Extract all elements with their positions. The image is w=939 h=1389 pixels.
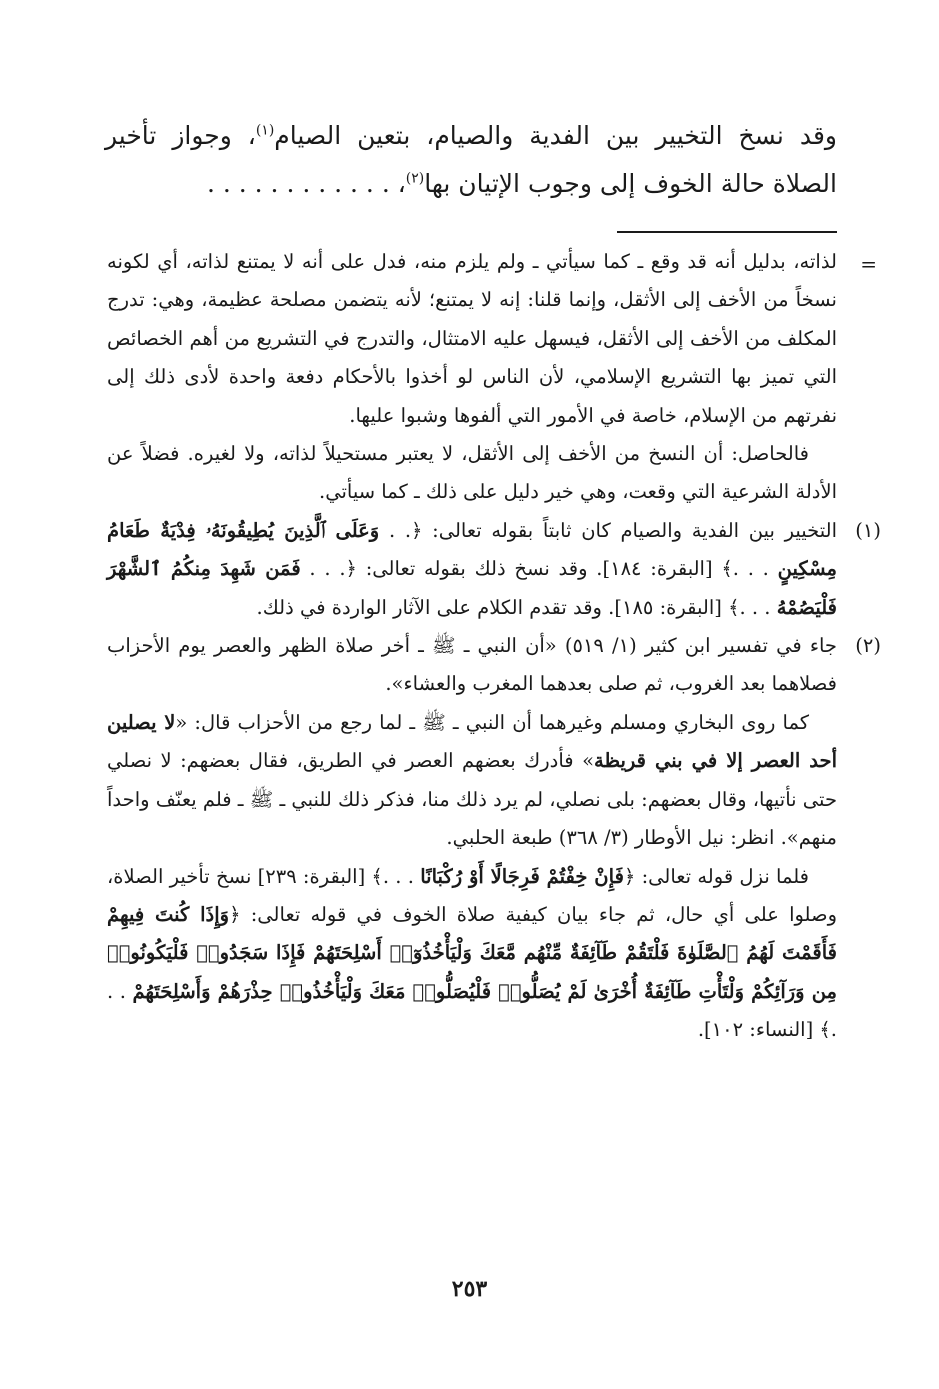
ellipsis-dots: . . . . . . . . . . . . xyxy=(206,169,390,198)
footnote-2-text-b: » فأدرك بعضهم العصر في الطريق، فقال بعضهم: لا نصلي حتى نأتيها، وقال بعضهم: بلى نصلي، لم يرد ذلك منا، فذكر ذلك للنبي ـ ﷺ ـ فلم يعنّف واحداً منهم». انظر: نيل الأوطار (٣/ ٣٦٨) طبعة الحلبي. xyxy=(107,749,837,850)
footnote-continuation-paragraph-1: لذاته، بدليل أنه قد وقع ـ كما سيأتي ـ ولم يلزم منه، فدل على أنه لا يمتنع لذاته، أي لكونه نسخاً من الأخف إلى الأثقل، وإنما قلنا: إنه لا يمتنع؛ لأنه يتضمن مصلحة عظيمة، وهي: تدرج المكلف من الأخف إلى الأثقل، فيسهل عليه الامتثال، والتدرج في التشريع من أهم الخصائص التي تميز بها التشريع الإسلامي، لأن الناس لو أخذوا بالأحكام دفعة واحدة لأدى ذلك إلى نفرتهم من الإسلام، خاصة في الأمور التي ألفوها وشبوا عليها. xyxy=(107,250,837,427)
footnote-2-text-e: . . .﴾ [النساء: ١٠٢]. xyxy=(107,979,837,1042)
continuation-mark: = xyxy=(860,252,877,276)
footnote-2-text-a: كما روى البخاري ومسلم وغيرهما أن النبي ـ ﷺ ـ لما رجع من الأحزاب قال: « xyxy=(175,710,809,734)
quran-verse-nisa-102: وَإِذَا كُنتَ فِيهِمْ فَأَقَمْتَ لَهُمُ ٱلصَّلَوٰةَ فَلْتَقُمْ طَآئِفَةٌ مِّنْهُم مَّعَكَ وَلْيَأْخُذُوٓا۟ أَسْلِحَتَهُمْ فَإِذَا سَجَدُوا۟ فَلْيَكُونُوا۟ مِن وَرَآئِكُمْ وَلْتَأْتِ طَآئِفَةٌ أُخْرَىٰ لَمْ يُصَلُّوا۟ فَلْيُصَلُّوا۟ مَعَكَ وَلْيَأْخُذُوا۟ حِذْرَهُمْ وَأَسْلِحَتَهُمْ xyxy=(107,902,837,1003)
main-text xyxy=(105,112,837,208)
footnote-ref-1: (١) xyxy=(255,122,275,139)
main-text-part-2: ، وجواز تأخير الصلاة حالة الخوف إلى وجوب الإتيان بها xyxy=(105,121,837,198)
quran-verse-baqarah-184: وَعَلَى ٱلَّذِينَ يُطِيقُونَهُۥ فِدْيَةٌ طَعَامُ مِسْكِينٍ xyxy=(107,518,837,581)
footnote-2-paragraph-2 xyxy=(107,704,837,858)
quran-verse-baqarah-185: فَمَن شَهِدَ مِنكُمُ ٱلشَّهْرَ فَلْيَصُمْهُ xyxy=(107,557,837,619)
footnote-1-number: (١) xyxy=(855,518,881,542)
footnote-2-paragraph-3 xyxy=(107,858,837,1050)
footnote-2-number: (٢) xyxy=(855,634,881,658)
footnote-1 xyxy=(107,512,881,627)
main-paragraph xyxy=(105,112,837,208)
hadith-quote: لا يصلين أحد العصر إلا في بني قريظة xyxy=(107,710,837,773)
footnote-1-text-b: . . .﴾ [البقرة: ١٨٤]. وقد نسخ ذلك بقوله تعالى: ﴿. . . xyxy=(309,557,769,581)
footnote-1-text-a: التخيير بين الفدية والصيام كان ثابتاً بقوله تعالى: ﴿. . xyxy=(388,518,837,542)
footnote-1-text-c: . . .﴾ [البقرة: ١٨٥]. وقد تقدم الكلام على الآثار الواردة في ذلك. xyxy=(256,595,771,619)
footnote-2 xyxy=(107,627,881,704)
footnote-2-text-d: . . .﴾ [البقرة: ٢٣٩] نسخ تأخير الصلاة، وصلوا على أي حال، ثم جاء بيان كيفية صلاة الخوف في قوله تعالى: ﴿ xyxy=(107,864,837,926)
quran-verse-baqarah-239: فَإِنْ خِفْتُمْ فَرِجَالًا أَوْ رُكْبَانًا xyxy=(420,864,624,888)
footnote-ref-2: (٢) xyxy=(405,170,425,187)
footnotes-section xyxy=(107,243,881,1050)
footnote-2-paragraph-1: جاء في تفسير ابن كثير (١/ ٥١٩) «أن النبي ـ ﷺ ـ أخر صلاة الظهر والعصر يوم الأحزاب فصلاهما بعد الغروب، ثم صلى بعدهما المغرب والعشاء». xyxy=(107,634,837,696)
footnote-2-text-c: فلما نزل قوله تعالى: ﴿ xyxy=(623,864,809,888)
page-number: ٢٥٣ xyxy=(451,1276,488,1302)
footnote-separator-rule xyxy=(617,231,837,233)
main-text-part-1: وقد نسخ التخيير بين الفدية والصيام، بتعين الصيام xyxy=(274,121,837,150)
main-text-part-3: ، xyxy=(397,169,406,198)
footnote-continuation-paragraph-2: فالحاصل: أن النسخ من الأخف إلى الأثقل، لا يعتبر مستحيلاً لذاته، ولا لغيره. فضلاً عن الأدلة الشرعية التي وقعت، وهي خير دليل على ذلك ـ كما سيأتي. xyxy=(107,442,837,504)
